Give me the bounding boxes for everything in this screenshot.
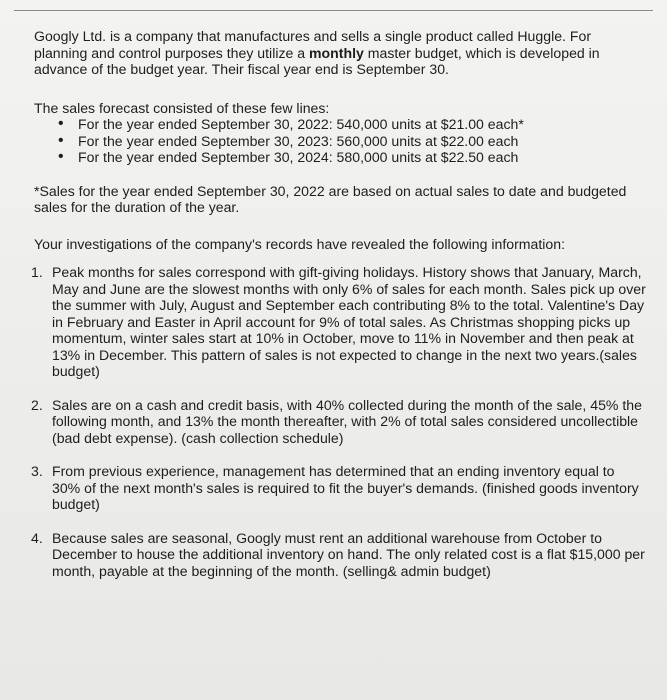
intro-text-end: master budget, which is developed in advance of the budget year. Their fiscal year end is September 30. (34, 44, 600, 77)
item-text: Because sales are seasonal, Googly must rent an additional warehouse from October to December to house the additional inventory on hand. The only related cost is a flat $15,000 per month, payable at the beginning of the month. (selling& admin budget) (52, 529, 645, 579)
top-divider (14, 10, 653, 11)
forecast-list (34, 116, 646, 166)
document-page (31, 28, 646, 596)
information-list (31, 264, 646, 579)
item-number: 4. (31, 529, 43, 546)
item-text: Sales are on a cash and credit basis, with 40% collected during the month of the sale, 45% the following month, and 13% the month thereafter, with 2% of total sales considered uncollectible (bad debt expense). (cash collection schedule) (52, 396, 642, 446)
investigations-intro: Your investigations of the company's records have revealed the following information: (34, 235, 565, 252)
forecast-line: • For the year ended September 30, 2022: 540,000 units at $21.00 each* (58, 116, 646, 133)
item-number: 2. (31, 396, 43, 413)
information-item (31, 396, 646, 447)
footnote: *Sales for the year ended September 30, 2022 are based on actual sales to date and budgeted sales for the duration of the year. (34, 182, 627, 215)
intro-paragraph (34, 28, 646, 78)
information-item (31, 529, 646, 580)
item-text: From previous experience, management has determined that an ending inventory equal to 30% of the next month's sales is required to fit the buyer's demands. (finished goods inventory budget) (52, 463, 639, 512)
item-number: 1. (31, 264, 43, 280)
item-number: 3. (31, 463, 43, 479)
intro-bold-word: monthly (309, 44, 364, 61)
forecast-line: • For the year ended September 30, 2024: 580,000 units at $22.50 each (58, 149, 646, 166)
item-text: Peak months for sales correspond with gift-giving holidays. History shows that January, March, May and June are the slowest months with only 6% of sales for each month. Sales pick up over the summer with July, August and September each contributing 8% to the total. Valentine's Day in February and Easter in April account for 9% of total sales. As Christmas shopping picks up momentum, winter sales start at 10% in October, move to 11% in November and then peak at 13% in December. This pattern of sales is not expected to change in the next two years.(sales budget) (52, 264, 646, 379)
forecast-heading: The sales forecast consisted of these few lines: (34, 99, 330, 116)
information-item (31, 463, 646, 513)
intro-text-start: Googly Ltd. is a company that manufactures and sells a single product called Huggle. For planning and control purposes they utilize a (34, 28, 592, 61)
information-item (31, 264, 646, 380)
forecast-line: • For the year ended September 30, 2023: 560,000 units at $22.00 each (58, 133, 646, 150)
